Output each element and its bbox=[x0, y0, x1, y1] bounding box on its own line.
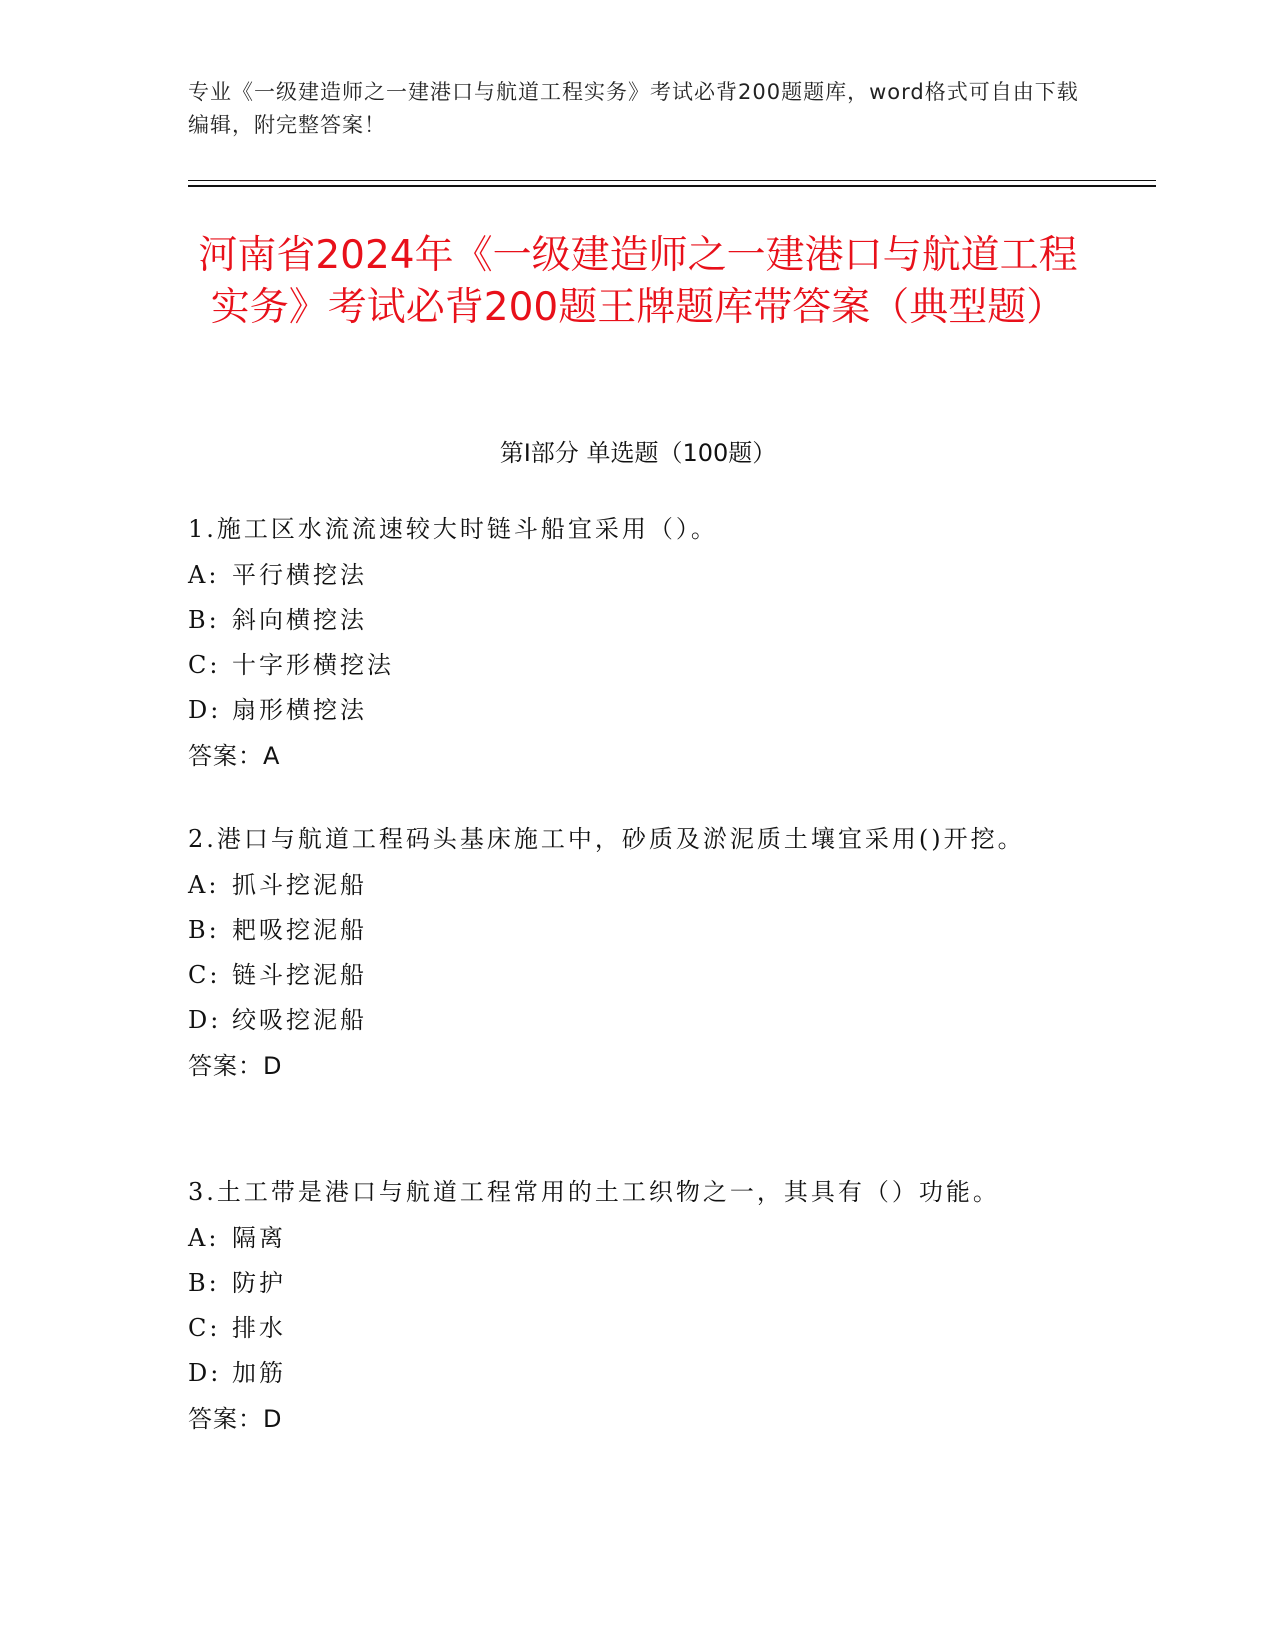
option-key: A: bbox=[188, 1224, 220, 1252]
option-b bbox=[188, 598, 1068, 643]
option-a bbox=[188, 1216, 1068, 1261]
option-d bbox=[188, 1351, 1068, 1396]
option-key: D: bbox=[188, 696, 222, 724]
option-d bbox=[188, 688, 1068, 733]
option-key: C: bbox=[188, 1314, 221, 1342]
option-text: 斜向横挖法 bbox=[232, 606, 367, 634]
option-key: A: bbox=[188, 561, 220, 589]
option-text: 链斗挖泥船 bbox=[232, 961, 367, 989]
option-key: D: bbox=[188, 1359, 222, 1387]
option-b bbox=[188, 908, 1068, 953]
option-text: 耙吸挖泥船 bbox=[232, 916, 367, 944]
option-key: B: bbox=[188, 916, 220, 944]
option-d bbox=[188, 998, 1068, 1043]
option-key: C: bbox=[188, 651, 221, 679]
question-1 bbox=[188, 505, 1068, 779]
question-stem: 1.施工区水流流速较大时链斗船宜采用（）。 bbox=[188, 515, 718, 543]
option-text: 抓斗挖泥船 bbox=[232, 871, 367, 899]
option-text: 防护 bbox=[232, 1269, 286, 1297]
answer-line: 答案：D bbox=[188, 1405, 283, 1433]
option-b bbox=[188, 1261, 1068, 1306]
option-c bbox=[188, 953, 1068, 998]
option-a bbox=[188, 553, 1068, 598]
option-text: 扇形横挖法 bbox=[232, 696, 367, 724]
question-stem: 2.港口与航道工程码头基床施工中，砂质及淤泥质土壤宜采用()开挖。 bbox=[188, 825, 1025, 853]
option-key: B: bbox=[188, 1269, 220, 1297]
option-text: 排水 bbox=[232, 1314, 286, 1342]
answer-line: 答案：D bbox=[188, 1052, 283, 1080]
header-rule-thick bbox=[188, 185, 1156, 187]
option-key: A: bbox=[188, 871, 220, 899]
option-text: 加筋 bbox=[232, 1359, 286, 1387]
document-title: 河南省2024年《一级建造师之一建港口与航道工程实务》考试必背200题王牌题库带答案（典型题） bbox=[198, 233, 1078, 330]
option-text: 平行横挖法 bbox=[232, 561, 367, 589]
answer-line: 答案：A bbox=[188, 742, 281, 770]
option-key: D: bbox=[188, 1006, 222, 1034]
section-title: 第I部分 单选题（100题） bbox=[499, 439, 777, 467]
question-2 bbox=[188, 815, 1068, 1089]
option-key: C: bbox=[188, 961, 221, 989]
question-stem: 3.土工带是港口与航道工程常用的土工织物之一，其具有（）功能。 bbox=[188, 1178, 1000, 1206]
header-note: 专业《一级建造师之一建港口与航道工程实务》考试必背200题题库，word格式可自由下载编辑，附完整答案！ bbox=[188, 80, 1079, 137]
option-text: 隔离 bbox=[232, 1224, 286, 1252]
option-c bbox=[188, 1306, 1068, 1351]
header-rule-thin bbox=[188, 180, 1156, 181]
question-3 bbox=[188, 1168, 1068, 1442]
option-key: B: bbox=[188, 606, 220, 634]
option-c bbox=[188, 643, 1068, 688]
option-a bbox=[188, 863, 1068, 908]
option-text: 十字形横挖法 bbox=[232, 651, 394, 679]
option-text: 绞吸挖泥船 bbox=[232, 1006, 367, 1034]
